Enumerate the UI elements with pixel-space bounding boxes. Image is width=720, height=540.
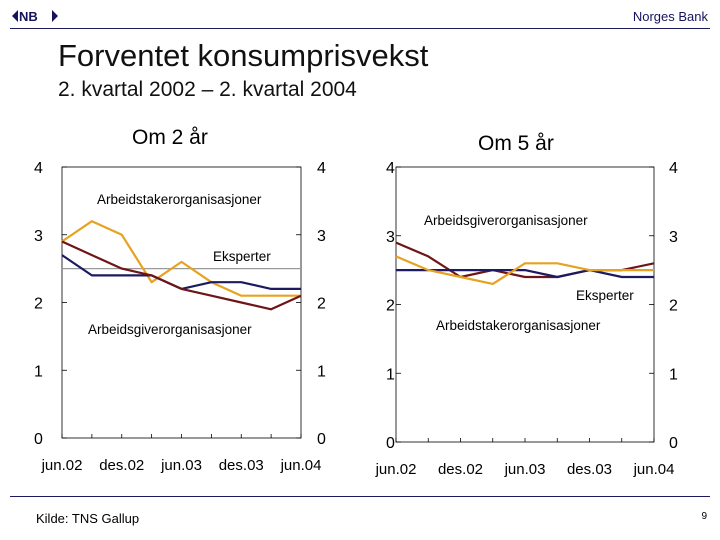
p0-y-tick-label-left: 0 <box>34 431 43 448</box>
p1-x-tick-label: jun.02 <box>375 461 417 478</box>
footer-divider <box>10 496 710 497</box>
p1-y-tick-label-right: 0 <box>669 435 678 452</box>
p1-series-annotation: Arbeidsgiverorganisasjoner <box>424 213 588 228</box>
p0-x-tick-label: des.02 <box>99 457 145 474</box>
page-subtitle: 2. kvartal 2002 – 2. kvartal 2004 <box>58 78 357 101</box>
p0-x-tick-label: des.03 <box>218 457 264 474</box>
svg-text:NB: NB <box>19 9 38 24</box>
p0-x-tick-label: jun.04 <box>280 457 322 474</box>
p0-plot-frame <box>62 167 301 438</box>
p1-y-tick-label-left: 4 <box>386 160 395 177</box>
p0-y-tick-label-right: 4 <box>317 160 326 177</box>
p0-y-tick-label-right: 3 <box>317 227 326 245</box>
p1-y-tick-label-left: 3 <box>386 228 395 246</box>
p0-y-tick-label-left: 2 <box>34 295 43 313</box>
p1-y-tick-label-right: 1 <box>669 366 678 384</box>
p0-series-annotation: Arbeidstakerorganisasjoner <box>97 192 262 207</box>
p0-x-tick-label: jun.02 <box>41 457 83 474</box>
p1-y-tick-label-left: 0 <box>386 435 395 452</box>
p1-plot-frame <box>396 167 654 442</box>
p1-y-tick-label-right: 2 <box>669 297 678 315</box>
p1-x-tick-label: jun.03 <box>504 461 546 478</box>
p1-y-tick-label-right: 3 <box>669 228 678 246</box>
panel-title-2yr: Om 2 år <box>132 126 208 149</box>
p1-y-tick-label-right: 4 <box>669 160 678 177</box>
p1-series-annotation: Arbeidstakerorganisasjoner <box>436 318 601 333</box>
p0-series-annotation: Arbeidsgiverorganisasjoner <box>88 322 252 337</box>
page-title: Forventet konsumprisvekst <box>58 38 429 73</box>
p0-y-tick-label-right: 1 <box>317 363 326 381</box>
brand-name: Norges Bank <box>632 9 708 24</box>
p0-y-tick-label-left: 4 <box>34 160 43 177</box>
p1-x-tick-label: des.03 <box>566 461 613 478</box>
p1-x-tick-label: jun.04 <box>633 461 675 478</box>
page-number: 9 <box>701 511 707 522</box>
p1-y-tick-label-left: 2 <box>386 297 395 315</box>
p0-y-tick-label-right: 0 <box>317 431 326 448</box>
p0-x-tick-label: jun.03 <box>161 457 202 474</box>
p0-y-tick-label-right: 2 <box>317 295 326 313</box>
source-note: Kilde: TNS Gallup <box>36 511 140 526</box>
p0-y-tick-label-left: 1 <box>34 363 43 381</box>
p0-series-annotation: Eksperter <box>213 249 271 264</box>
p0-y-tick-label-left: 3 <box>34 227 43 245</box>
p1-y-tick-label-left: 1 <box>386 366 395 384</box>
panel-title-5yr: Om 5 år <box>478 132 554 155</box>
p1-x-tick-label: des.02 <box>437 461 484 478</box>
p1-series-annotation: Eksperter <box>576 288 634 303</box>
